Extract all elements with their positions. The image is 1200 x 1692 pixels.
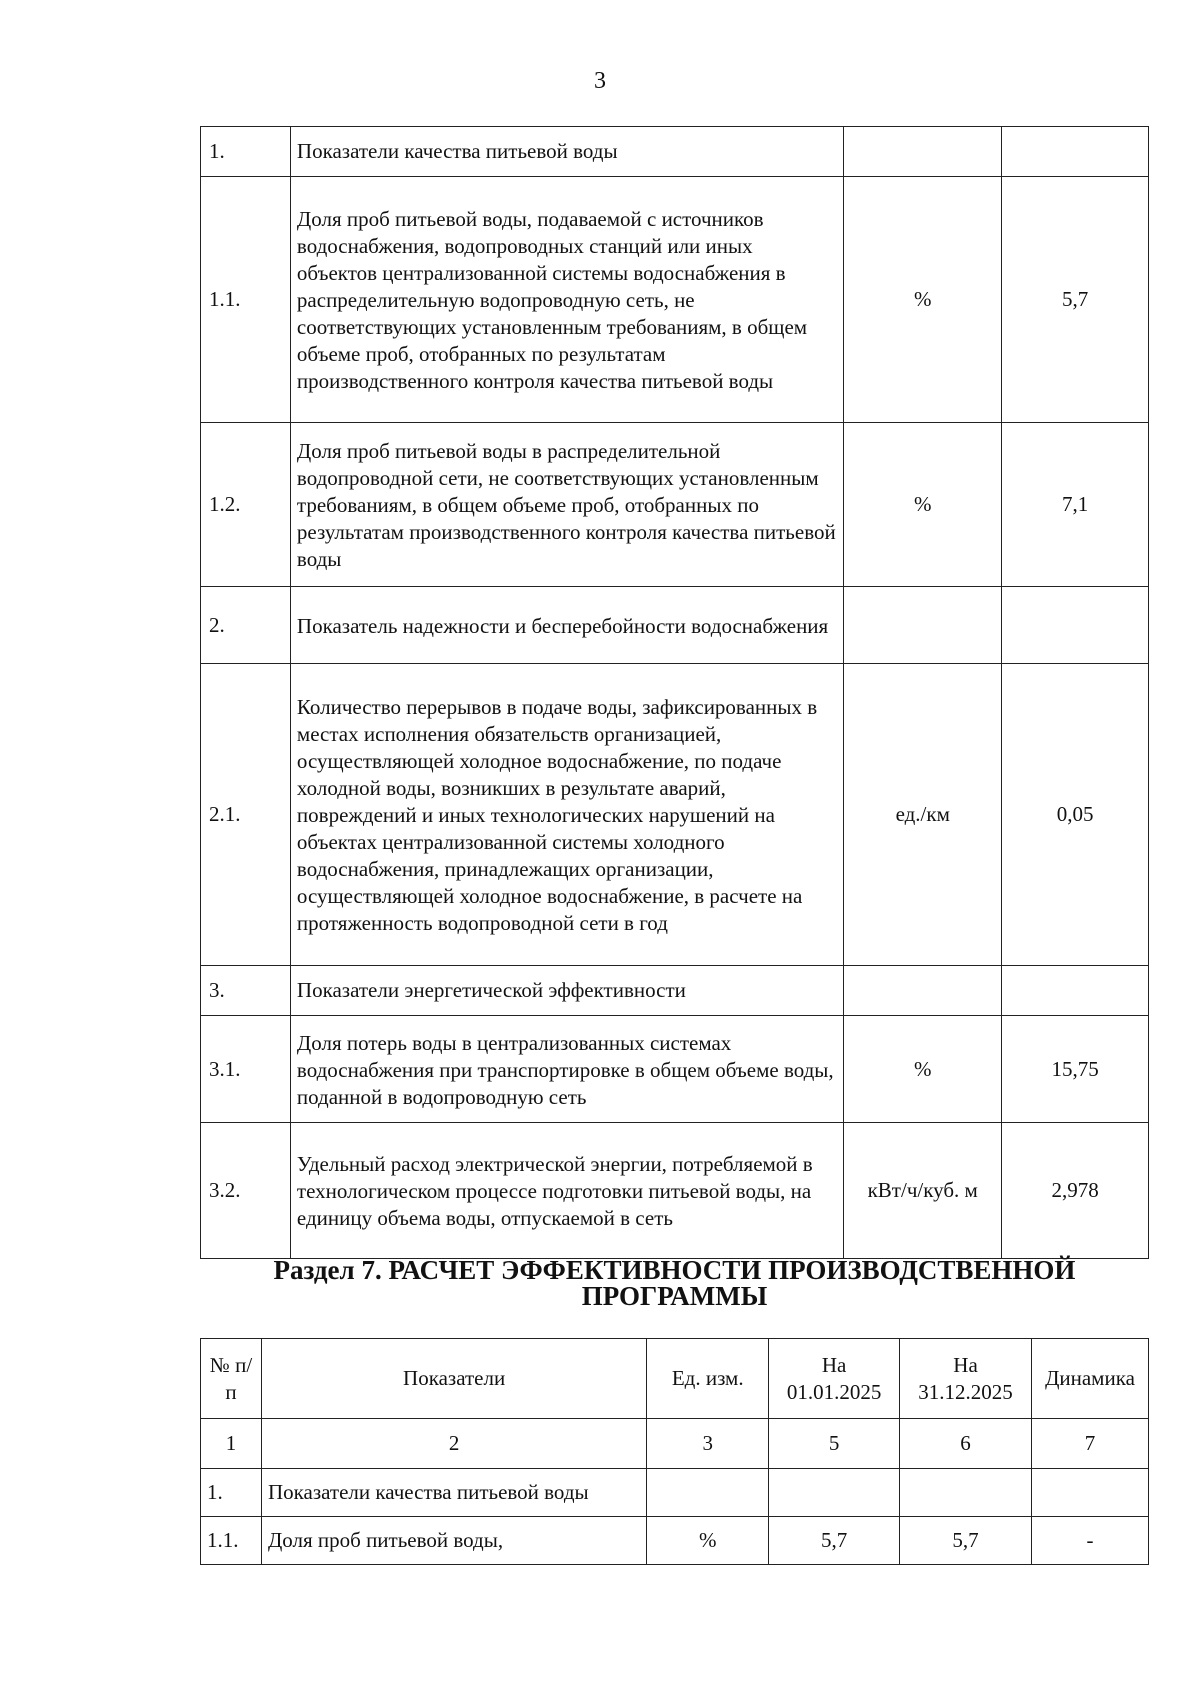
row-number: 1.1.: [201, 177, 291, 423]
indicator-value: 2,978: [1002, 1123, 1149, 1259]
indicator-unit: %: [844, 1016, 1002, 1123]
value-end: [900, 1469, 1032, 1517]
dynamics: -: [1032, 1517, 1149, 1565]
value-end: 5,7: [900, 1517, 1032, 1565]
table-row: [201, 423, 1149, 587]
row-number: 1.: [201, 127, 291, 177]
table-row: [201, 664, 1149, 966]
table-row: [201, 1123, 1149, 1259]
indicator-name: Количество перерывов в подаче воды, зафиксированных в местах исполнения обязательств организацией, осуществляющей холодное водоснабжение, по подаче холодной воды, возникших в результате аварий, повреждений и иных технологических нарушений на объектах централизованной системы холодного водоснабжения, принадлежащих организации, осуществляющей холодное водоснабжение, в расчете на протяженность водопроводной сети в год: [290, 664, 843, 966]
indicator-unit: %: [647, 1517, 769, 1565]
column-number-row: [201, 1419, 1149, 1469]
indicator-value: [1002, 127, 1149, 177]
column-header: Показатели: [261, 1339, 646, 1419]
indicator-unit: ед./км: [844, 664, 1002, 966]
value-start: 5,7: [769, 1517, 900, 1565]
indicator-name: Доля проб питьевой воды, подаваемой с источников водоснабжения, водопроводных станций или иных объектов централизованной системы водоснабжения в распределительную водопроводную сеть, не соответствующих установленным требованиям, в общем объеме проб, отобранных по результатам производственного контроля качества питьевой воды: [290, 177, 843, 423]
indicator-name: Показатели энергетической эффективности: [290, 966, 843, 1016]
indicator-value: [1002, 966, 1149, 1016]
indicator-unit: %: [844, 177, 1002, 423]
section-title: Раздел 7. РАСЧЕТ ЭФФЕКТИВНОСТИ ПРОИЗВОДСТВЕННОЙ ПРОГРАММЫ: [273, 1255, 1076, 1311]
table-row: [201, 1517, 1149, 1565]
row-number: 3.: [201, 966, 291, 1016]
column-header: № п/п: [201, 1339, 262, 1419]
column-number: 5: [769, 1419, 900, 1469]
column-number: 7: [1032, 1419, 1149, 1469]
indicator-name: Удельный расход электрической энергии, потребляемой в технологическом процессе подготовки питьевой воды, на единицу объема воды, отпускаемой в сеть: [290, 1123, 843, 1259]
column-number: 3: [647, 1419, 769, 1469]
row-number: 2.: [201, 587, 291, 664]
indicators-table: [200, 126, 1149, 1259]
indicator-value: 0,05: [1002, 664, 1149, 966]
row-number: 3.1.: [201, 1016, 291, 1123]
dynamics: [1032, 1469, 1149, 1517]
row-number: 1.1.: [201, 1517, 262, 1565]
column-number: 6: [900, 1419, 1032, 1469]
indicator-unit: кВт/ч/куб. м: [844, 1123, 1002, 1259]
row-number: 1.2.: [201, 423, 291, 587]
column-header: Динамика: [1032, 1339, 1149, 1419]
row-number: 1.: [201, 1469, 262, 1517]
indicator-name: Доля проб питьевой воды,: [261, 1517, 646, 1565]
table-row: [201, 966, 1149, 1016]
table-header-row: [201, 1339, 1149, 1419]
column-header: Ед. изм.: [647, 1339, 769, 1419]
column-number: 2: [261, 1419, 646, 1469]
indicator-name: Показатели качества питьевой воды: [261, 1469, 646, 1517]
indicator-unit: [844, 966, 1002, 1016]
indicator-unit: [844, 127, 1002, 177]
indicator-name: Показатель надежности и бесперебойности водоснабжения: [290, 587, 843, 664]
indicator-value: 15,75: [1002, 1016, 1149, 1123]
indicator-value: [1002, 587, 1149, 664]
indicator-unit: [844, 587, 1002, 664]
table-row: [201, 587, 1149, 664]
indicator-value: 5,7: [1002, 177, 1149, 423]
column-header: На 31.12.2025: [900, 1339, 1032, 1419]
indicator-unit: %: [844, 423, 1002, 587]
table-row: [201, 1016, 1149, 1123]
table-row: [201, 1469, 1149, 1517]
indicator-name: Доля потерь воды в централизованных системах водоснабжения при транспортировке в общем объеме воды, поданной в водопроводную сеть: [290, 1016, 843, 1123]
table-row: [201, 127, 1149, 177]
indicator-value: 7,1: [1002, 423, 1149, 587]
efficiency-table: [200, 1338, 1149, 1565]
indicator-name: Показатели качества питьевой воды: [290, 127, 843, 177]
value-start: [769, 1469, 900, 1517]
indicator-unit: [647, 1469, 769, 1517]
row-number: 3.2.: [201, 1123, 291, 1259]
page-number: 3: [594, 68, 606, 94]
row-number: 2.1.: [201, 664, 291, 966]
column-number: 1: [201, 1419, 262, 1469]
table-row: [201, 177, 1149, 423]
column-header: На 01.01.2025: [769, 1339, 900, 1419]
indicator-name: Доля проб питьевой воды в распределительной водопроводной сети, не соответствующих установленным требованиям, в общем объеме проб, отобранных по результатам производственного контроля качества питьевой воды: [290, 423, 843, 587]
